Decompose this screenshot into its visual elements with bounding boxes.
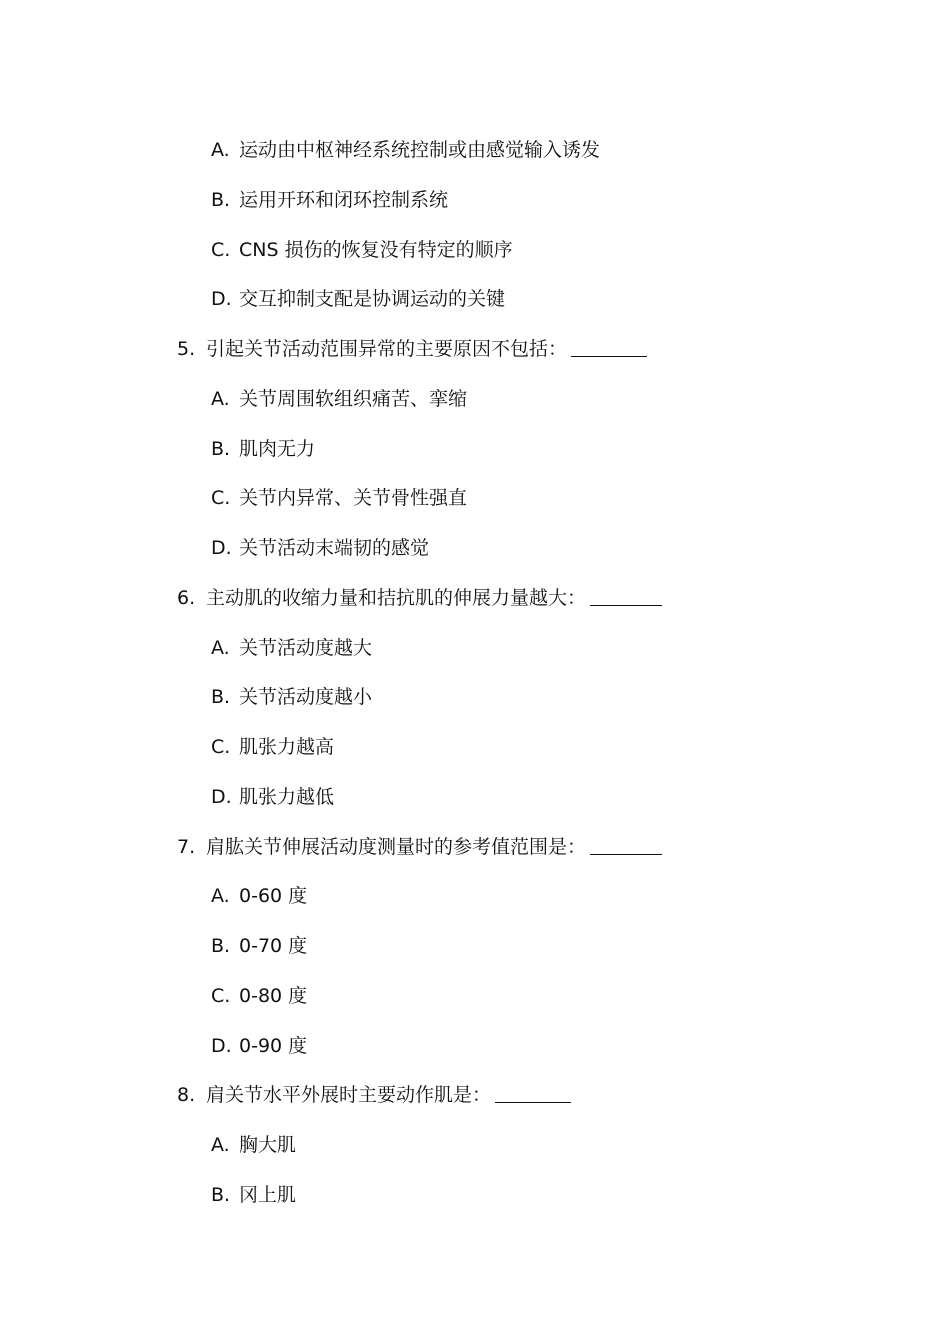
option-letter: B. — [211, 438, 231, 460]
option-text: 胸大肌 — [239, 1134, 297, 1156]
option-letter: A. — [211, 139, 230, 161]
option-letter: C. — [211, 985, 231, 1007]
answer-blank — [590, 587, 662, 606]
question-5 — [177, 336, 647, 362]
option-letter: A. — [211, 885, 230, 907]
option-text: 关节周围软组织痛苦、挛缩 — [239, 388, 468, 410]
option-letter: C. — [211, 487, 231, 509]
q6-option-b — [211, 684, 372, 710]
q4-option-b — [211, 187, 448, 213]
answer-blank — [590, 836, 662, 855]
q5-option-b — [211, 436, 315, 462]
option-text: 0-70 度 — [239, 935, 308, 957]
question-number: 8. — [177, 1084, 196, 1106]
option-letter: A. — [211, 637, 230, 659]
option-text: 肌张力越低 — [239, 786, 335, 808]
answer-blank — [571, 338, 647, 357]
question-6 — [177, 585, 662, 611]
q6-option-c — [211, 734, 334, 760]
option-text: 关节内异常、关节骨性强直 — [239, 487, 468, 509]
question-text: 肩肱关节伸展活动度测量时的参考值范围是： — [206, 836, 587, 858]
option-text: 0-80 度 — [239, 985, 308, 1007]
option-text: 关节活动度越大 — [239, 637, 373, 659]
question-number: 7. — [177, 836, 196, 858]
q6-option-a — [211, 635, 372, 661]
option-letter: A. — [211, 1134, 230, 1156]
option-text: CNS 损伤的恢复没有特定的顺序 — [239, 239, 513, 261]
q7-option-b — [211, 933, 307, 959]
option-letter: A. — [211, 388, 230, 410]
q7-option-d — [211, 1033, 307, 1059]
option-text: 关节活动度越小 — [239, 686, 373, 708]
option-letter: D. — [211, 786, 232, 808]
option-letter: B. — [211, 1184, 231, 1206]
option-text: 运动由中枢神经系统控制或由感觉输入诱发 — [239, 139, 601, 161]
option-letter: C. — [211, 239, 231, 261]
q4-option-c — [211, 237, 513, 263]
question-7 — [177, 834, 662, 860]
q5-option-a — [211, 386, 467, 412]
answer-blank — [495, 1084, 571, 1103]
q6-option-d — [211, 784, 334, 810]
question-text: 主动肌的收缩力量和拮抗肌的伸展力量越大： — [206, 587, 587, 609]
option-letter: D. — [211, 1035, 232, 1057]
option-text: 冈上肌 — [239, 1184, 297, 1206]
q7-option-a — [211, 883, 307, 909]
option-text: 交互抑制支配是协调运动的关键 — [239, 288, 506, 310]
option-letter: D. — [211, 537, 232, 559]
option-text: 运用开环和闭环控制系统 — [239, 189, 449, 211]
question-text: 引起关节活动范围异常的主要原因不包括： — [206, 338, 568, 360]
option-letter: B. — [211, 686, 231, 708]
option-text: 肌张力越高 — [239, 736, 335, 758]
option-text: 0-60 度 — [239, 885, 308, 907]
option-letter: B. — [211, 189, 231, 211]
q8-option-b — [211, 1182, 296, 1208]
question-8 — [177, 1082, 571, 1108]
option-text: 肌肉无力 — [239, 438, 316, 460]
question-number: 5. — [177, 338, 196, 360]
option-letter: D. — [211, 288, 232, 310]
option-text: 关节活动末端韧的感觉 — [239, 537, 430, 559]
q8-option-a — [211, 1132, 296, 1158]
option-letter: C. — [211, 736, 231, 758]
q5-option-c — [211, 485, 467, 511]
question-text: 肩关节水平外展时主要动作肌是： — [206, 1084, 492, 1106]
q4-option-d — [211, 286, 505, 312]
option-letter: B. — [211, 935, 231, 957]
question-number: 6. — [177, 587, 196, 609]
option-text: 0-90 度 — [239, 1035, 308, 1057]
q5-option-d — [211, 535, 429, 561]
q4-option-a — [211, 137, 600, 163]
q7-option-c — [211, 983, 307, 1009]
